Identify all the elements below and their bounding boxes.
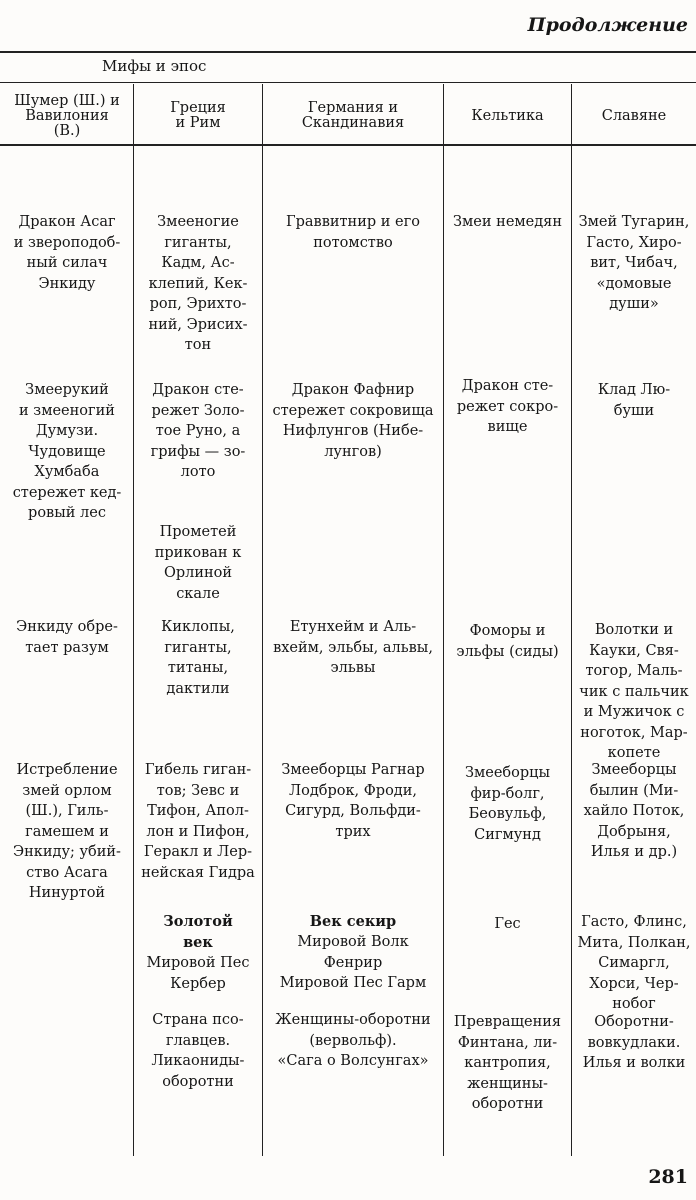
table-cell: Волотки и Кауки, Свя- тогор, Маль- чик с пальчик и Мужичок с ноготок, Мар- копете [579, 622, 689, 761]
top-rule [0, 51, 696, 53]
column-divider [443, 84, 444, 1156]
table-cell: Змееборцы фир-болг, Беовульф, Сигмунд [464, 765, 551, 843]
page-header-title: Продолжение [527, 14, 688, 36]
column-divider [133, 84, 134, 1156]
table-cell: Етунхейм и Аль- вхейм, эльбы, альвы, эльвы [273, 619, 433, 676]
table-cell: Змеи немедян [452, 214, 562, 230]
table-cell: Дракон сте- режет сокро- вище [456, 378, 559, 435]
table-cell: Змееборцы Рагнар Лодброк, Фроди, Сигурд, Вольфди- трих [281, 762, 425, 840]
table-cell: Дракон сте- режет Золо- тое Руно, а грифы — зо- лото [150, 382, 246, 480]
column-header-germany-scandinavia: Германия и Скандинавия [301, 100, 405, 131]
table-cell: Граввитнир и его потомство [286, 214, 420, 251]
column-divider [262, 84, 263, 1156]
table-cell: Дракон Асаг и звероподоб- ный силач Энкиду [13, 214, 121, 292]
table-cell: Мировой Волк Фенрир Мировой Пес Гарм [279, 934, 427, 991]
table-cell: Превращения Финтана, ли- кантропия, женщины- оборотни [453, 1014, 562, 1112]
table-cell: Змееборцы былин (Ми- хайло Поток, Добрыня, Илья и др.) [583, 762, 685, 860]
table-cell: Гес [494, 916, 521, 932]
page-number: 281 [648, 1166, 688, 1188]
table-cell: Истребление змей орлом (Ш.), Гиль- гамешем и Энкиду; убий- ство Асага Нинуртой [13, 762, 121, 901]
table-cell: Змей Тугарин, Гасто, Хиро- вит, Чибач, «домовые души» [578, 214, 690, 312]
column-header-sumer: Шумер (Ш.) и Вавилония (В.) [14, 92, 120, 139]
header-rule [0, 144, 696, 146]
table-cell: Женщины-оборотни (вервольф). «Сага о Волсунгах» [275, 1012, 431, 1069]
table-cell: Энкиду обре- тает разум [16, 619, 118, 656]
column-header-greece-rome: Греция и Рим [170, 100, 226, 131]
table-cell: Мировой Пес Кербер [146, 955, 250, 992]
table-cell: Гибель гиган- тов; Зевс и Тифон, Апол- лон и Пифон, Геракл и Лер- нейская Гидра [141, 762, 255, 881]
table-cell-bold: Век секир [309, 913, 397, 930]
table-cell: Страна псо- главцев. Ликаониды- оборотни [151, 1012, 245, 1090]
section-rule [0, 82, 696, 83]
table-cell: Дракон Фафнир стережет сокровища Нифлунгов (Нибе- лунгов) [272, 382, 434, 460]
table-cell: Киклопы, гиганты, титаны, дактили [161, 619, 235, 697]
table-cell: Прометей прикован к Орлиной скале [154, 524, 242, 602]
table-cell: Змееногие гиганты, Кадм, Ас- клепий, Кек- роп, Эрихто- ний, Эрисих- тон [148, 214, 248, 353]
column-header-slavs: Славяне [601, 107, 667, 124]
column-divider [571, 84, 572, 1156]
table-cell: Гасто, Флинс, Мита, Полкан, Симаргл, Хорси, Чер- нобог [577, 914, 691, 1012]
table-cell: Оборотни- вовкудлаки. Илья и волки [582, 1014, 686, 1071]
table-cell: Змеерукий и змееногий Думузи. Чудовище Хумбаба стережет кед- ровый лес [12, 382, 122, 521]
table-cell: Клад Лю- буши [597, 382, 671, 419]
table-cell: Фоморы и эльфы (сиды) [456, 623, 559, 660]
table-cell-bold: Золотой век [163, 913, 233, 951]
column-header-celtic: Кельтика [471, 107, 544, 124]
section-label: Мифы и эпос [102, 57, 207, 75]
